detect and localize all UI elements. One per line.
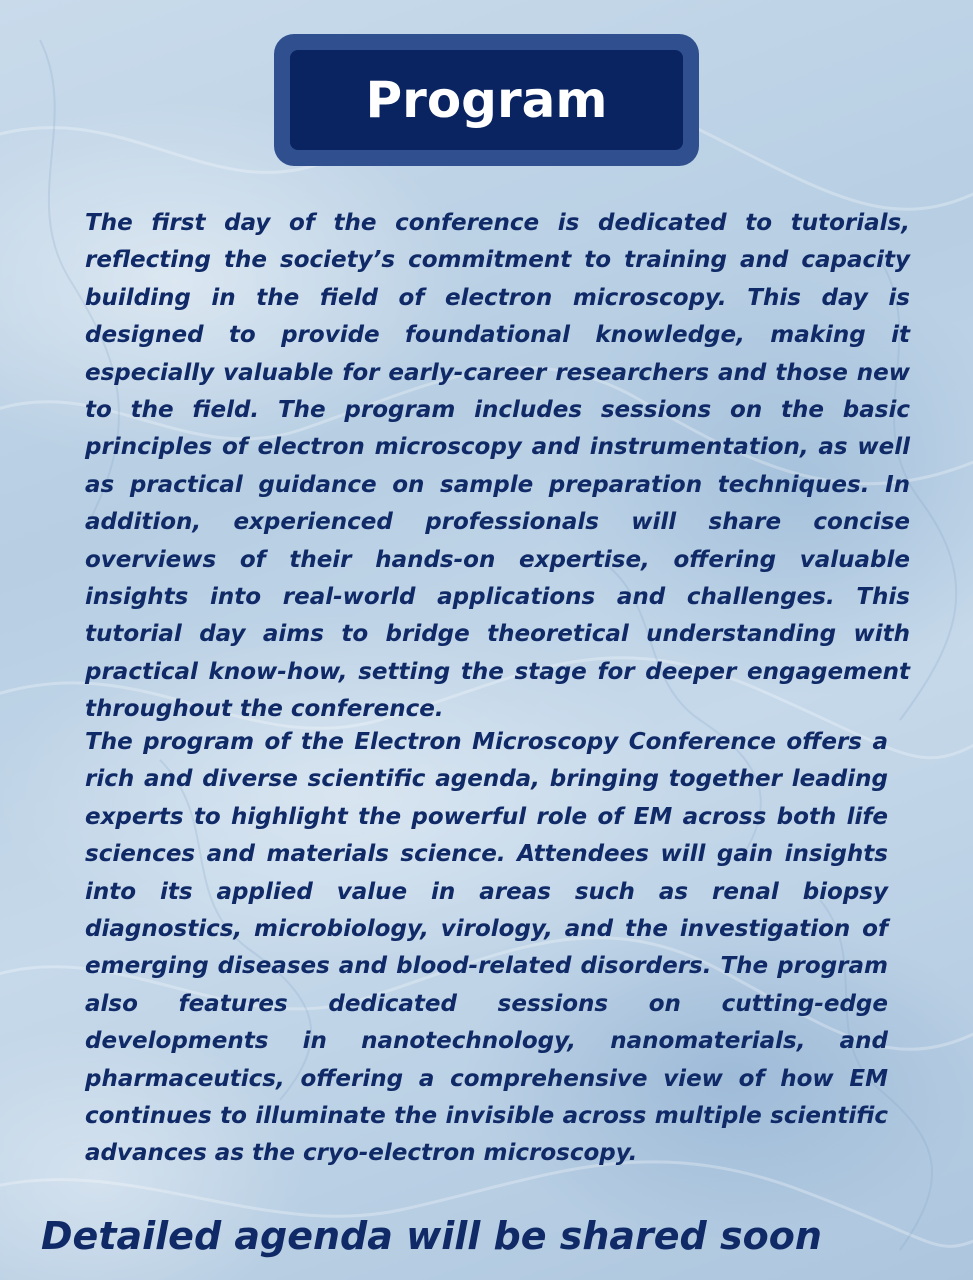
page-title: Program: [365, 71, 608, 129]
scientific-agenda-paragraph: The program of the Electron Microscopy Conference offers a rich and diverse scientific agenda, bringing together leading experts to highlight the powerful role of EM across both life sciences and materials science. Attendees will gain insights into its applied value in areas such as renal biopsy diagnostics, microbiology, virology, and the investigation of emerging diseases and blood-related disorders. The program also features dedicated sessions on cutting-edge developments in nanotechnology, nanomaterials, and pharmaceutics, offering a comprehensive view of how EM continues to illuminate the invisible across multiple scientific advances as the cryo-electron microscopy.: [85, 729, 888, 1167]
agenda-notice: Detailed agenda will be shared soon: [41, 1214, 822, 1258]
title-banner-inner: [290, 50, 683, 150]
tutorial-day-paragraph: The first day of the conference is dedicated to tutorials, reflecting the society’s commitment to training and capacity building in the field of electron microscopy. This day is designed to provide foundational knowledge, making it especially valuable for early-career researchers and those new to the field. The program includes sessions on the basic principles of electron microscopy and instrumentation, as well as practical guidance on sample preparation techniques. In addition, experienced professionals will share concise overviews of their hands-on expertise, offering valuable insights into real-world applications and challenges. This tutorial day aims to bridge theoretical understanding with practical know-how, setting the stage for deeper engagement throughout the conference.: [85, 210, 910, 723]
title-banner: [274, 34, 699, 166]
